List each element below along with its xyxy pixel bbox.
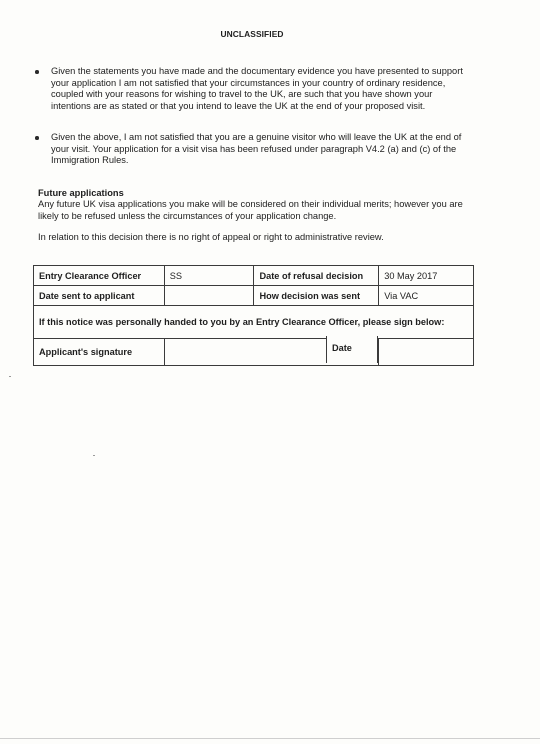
eco-value: SS: [164, 266, 254, 286]
table-row: [34, 266, 474, 286]
date-label: Date: [326, 336, 378, 363]
refusal-date-label: Date of refusal decision: [254, 266, 379, 286]
table-row: [34, 286, 474, 306]
decision-details-table: [33, 265, 474, 366]
date-sent-value: [164, 286, 254, 306]
how-sent-label: How decision was sent: [254, 286, 379, 306]
refusal-date-value: 30 May 2017: [379, 266, 474, 286]
classification-header: UNCLASSIFIED: [220, 29, 284, 39]
appeal-rights-text: In relation to this decision there is no right of appeal or right to administrative review.: [38, 232, 384, 242]
signature-notice: If this notice was personally handed to you by an Entry Clearance Officer, please sign below:: [34, 306, 474, 339]
date-sent-label: Date sent to applicant: [34, 286, 165, 306]
how-sent-value: Via VAC: [379, 286, 474, 306]
future-applications-text: Any future UK visa applications you make will be considered on their individual merits; however you are likely to be refused unless the circumstances of your application change.: [38, 199, 463, 221]
signature-date-cell: [379, 339, 474, 366]
reason-item: Given the statements you have made and the documentary evidence you have presented to support your application I am not satisfied that your circumstances in your country of ordinary residence, coupled with your reasons for wishing to travel to the UK, are such that you have shown your intentions are as stated or that you intend to leave the UK at the end of your proposed visit.: [33, 66, 473, 112]
future-applications-heading: Future applications: [38, 188, 124, 198]
scan-speck: [9, 376, 11, 377]
scan-speck: [93, 455, 95, 456]
table-row: [34, 306, 474, 339]
eco-label: Entry Clearance Officer: [34, 266, 165, 286]
table-row: [34, 339, 474, 366]
signature-label: Applicant's signature: [34, 339, 165, 366]
reasons-list: [33, 66, 473, 167]
scan-edge: [0, 738, 540, 739]
reason-item: Given the above, I am not satisfied that you are a genuine visitor who will leave the UK at the end of your visit. Your application for a visit visa has been refused under paragraph V4.2 (a) and (c) of the Immigration Rules.: [33, 132, 473, 167]
